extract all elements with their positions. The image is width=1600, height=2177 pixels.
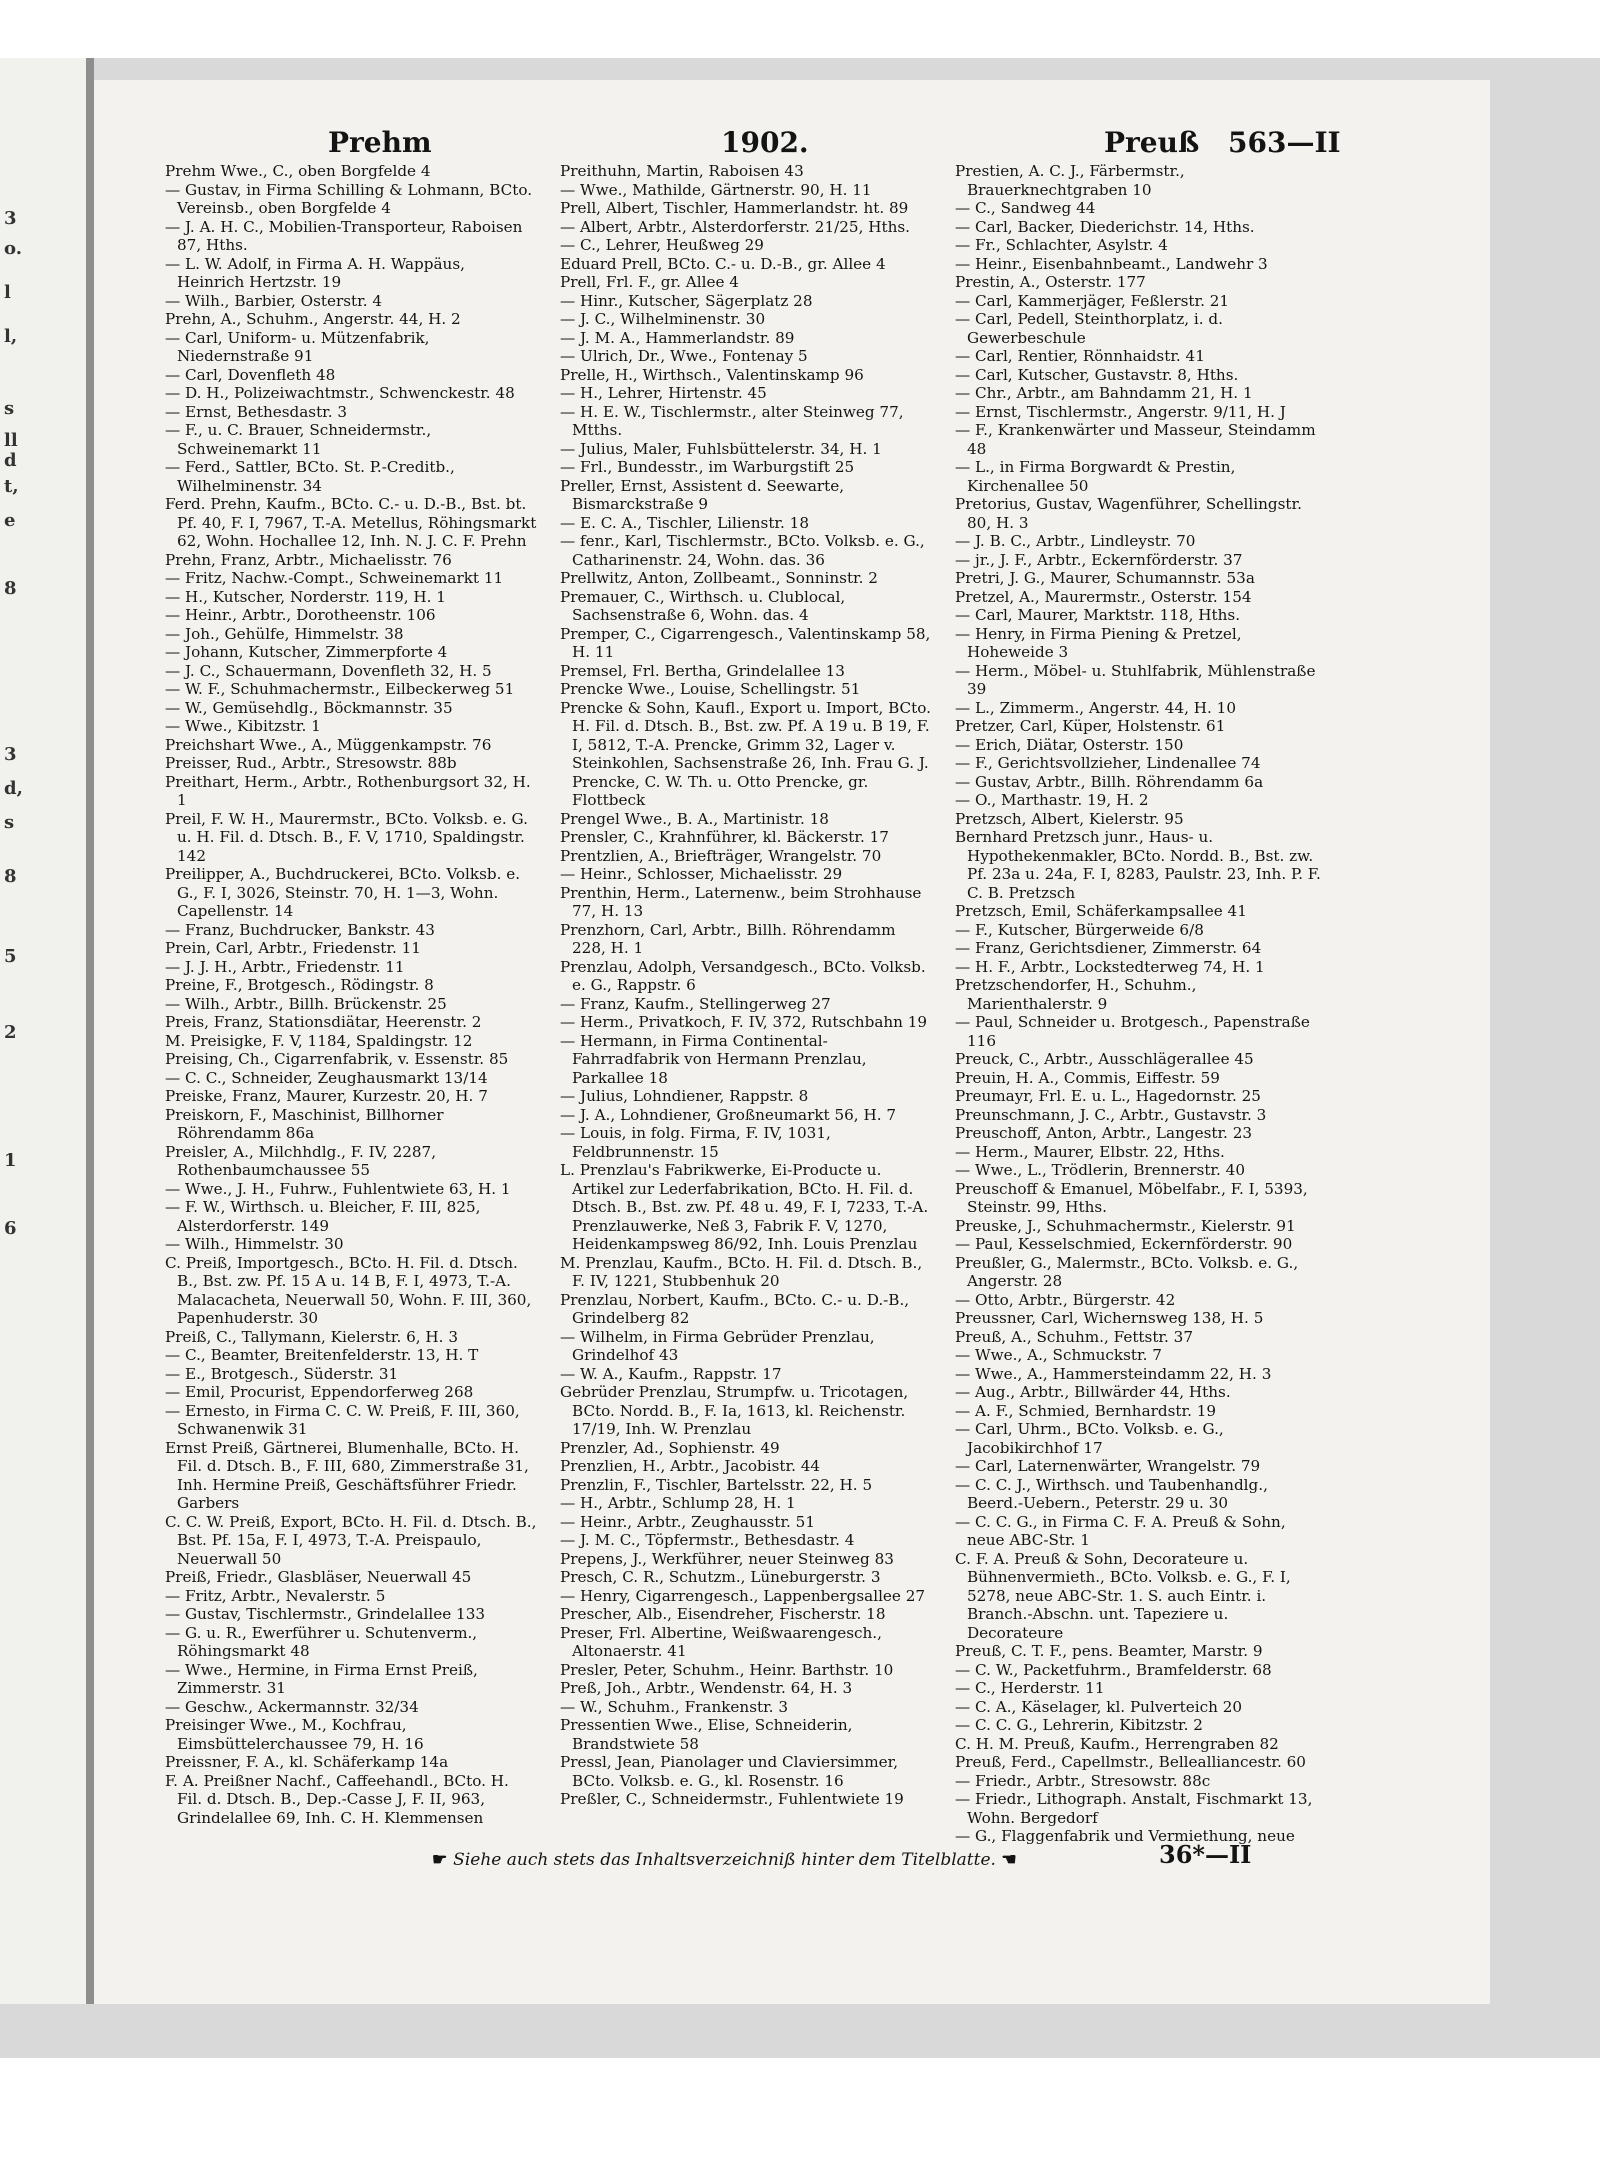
directory-entry: Preis, Franz, Stationsdiätar, Heerenstr. 2 bbox=[165, 1013, 482, 1031]
directory-entry: — Henry, in Firma Piening & Pretzel, Hoheweide 3 bbox=[955, 624, 1242, 661]
directory-entry: — Gustav, Arbtr., Billh. Röhrendamm 6a bbox=[955, 772, 1264, 791]
directory-entry: Prell, Albert, Tischler, Hammerlandstr. ht. 89 bbox=[560, 199, 909, 217]
directory-entry: — Friedr., Arbtr., Stresowstr. 88c bbox=[955, 1771, 1211, 1790]
directory-entry: Preiske, Franz, Maurer, Kurzestr. 20, H. 7 bbox=[165, 1087, 488, 1105]
directory-entry: Prein, Carl, Arbtr., Friedenstr. 11 bbox=[165, 939, 421, 957]
directory-entry: Pressentien Wwe., Elise, Schneiderin, Brandstwiete 58 bbox=[560, 1716, 853, 1753]
adjacent-page-fragment: 8 bbox=[4, 866, 17, 887]
directory-entry: — C., Beamter, Breitenfelderstr. 13, H. T bbox=[165, 1346, 479, 1364]
directory-entry: Preisler, A., Milchhdlg., F. IV, 2287, Rothenbaumchaussee 55 bbox=[165, 1142, 437, 1179]
directory-entry: Prehn, A., Schuhm., Angerstr. 44, H. 2 bbox=[165, 310, 461, 328]
directory-entry: Premsel, Frl. Bertha, Grindelallee 13 bbox=[560, 661, 845, 680]
directory-entry: — Ernst, Bethesdastr. 3 bbox=[165, 402, 348, 421]
directory-entry: — Friedr., Lithograph. Anstalt, Fischmarkt 13, Wohn. Bergedorf bbox=[955, 1790, 1313, 1827]
directory-entry: — C. C. J., Wirthsch. und Taubenhandlg., Beerd.-Uebern., Peterstr. 29 u. 30 bbox=[955, 1475, 1268, 1512]
directory-entry: — Carl, Rentier, Rönnhaidstr. 41 bbox=[955, 347, 1205, 365]
directory-entry: — Wwe., Kibitzstr. 1 bbox=[165, 717, 321, 735]
directory-entry: Prelle, H., Wirthsch., Valentinskamp 96 bbox=[560, 365, 864, 384]
directory-entry: — Carl, Backer, Diederichstr. 14, Hths. bbox=[955, 217, 1255, 236]
directory-entry: Preunschmann, J. C., Arbtr., Gustavstr. 3 bbox=[955, 1105, 1267, 1124]
directory-entry: — J. M. C., Töpfermstr., Bethesdastr. 4 bbox=[560, 1531, 855, 1549]
page-gutter bbox=[86, 58, 94, 2004]
directory-entry: — Ulrich, Dr., Wwe., Fontenay 5 bbox=[560, 347, 808, 365]
directory-entry: — H., Lehrer, Hirtenstr. 45 bbox=[560, 384, 767, 402]
directory-entry: — F. W., Wirthsch. u. Bleicher, F. III, 825, Alsterdorferstr. 149 bbox=[165, 1198, 481, 1235]
directory-entry: — C., Lehrer, Heußweg 29 bbox=[560, 236, 764, 254]
directory-entry: Preussner, Carl, Wichernsweg 138, H. 5 bbox=[955, 1309, 1264, 1327]
directory-entry: — L., in Firma Borgwardt & Prestin, Kirchenallee 50 bbox=[955, 458, 1236, 495]
directory-entry: Premauer, C., Wirthsch. u. Clublocal, Sachsenstraße 6, Wohn. das. 4 bbox=[560, 587, 846, 624]
directory-entry: Preller, Ernst, Assistent d. Seewarte, Bismarckstraße 9 bbox=[560, 476, 845, 513]
directory-entry: — Herm., Möbel- u. Stuhlfabrik, Mühlenstraße 39 bbox=[955, 661, 1316, 698]
directory-entry: — Emil, Procurist, Eppendorferweg 268 bbox=[165, 1383, 474, 1401]
directory-entry: Preuck, C., Arbtr., Ausschlägerallee 45 bbox=[955, 1050, 1254, 1068]
directory-entry: M. Preisigke, F. V, 1184, Spaldingstr. 12 bbox=[165, 1031, 473, 1050]
directory-entry: — E., Brotgesch., Süderstr. 31 bbox=[165, 1364, 399, 1383]
directory-entry: — Albert, Arbtr., Alsterdorferstr. 21/25, Hths. bbox=[560, 217, 910, 236]
directory-entry: — Henry, Cigarrengesch., Lappenbergsallee 27 bbox=[560, 1586, 926, 1605]
directory-entry: — Franz, Gerichtsdiener, Zimmerstr. 64 bbox=[955, 939, 1262, 957]
adjacent-page-fragment: 8 bbox=[4, 578, 17, 599]
directory-entry: — J. C., Wilhelminenstr. 30 bbox=[560, 310, 766, 328]
directory-entry: — F., Kutscher, Bürgerweide 6/8 bbox=[955, 920, 1204, 939]
directory-entry: — W., Schuhm., Frankenstr. 3 bbox=[560, 1697, 789, 1716]
directory-entry: — F., u. C. Brauer, Schneidermstr., Schweinemarkt 11 bbox=[165, 421, 432, 458]
directory-entry: — Gustav, in Firma Schilling & Lohmann, BCto. Vereinsb., oben Borgfelde 4 bbox=[165, 180, 533, 217]
adjacent-page-fragment: s bbox=[4, 398, 15, 419]
directory-entry: — J. A. H. C., Mobilien-Transporteur, Raboisen 87, Hths. bbox=[165, 217, 523, 254]
pointing-hand-left-icon: ☛ bbox=[432, 1850, 454, 1870]
directory-entry: C. C. W. Preiß, Export, BCto. H. Fil. d. Dtsch. B., Bst. Pf. 15a, F. I, 4973, T.-A. Preispaulo, Neuerwall 50 bbox=[165, 1512, 537, 1568]
directory-entry: — Wwe., Mathilde, Gärtnerstr. 90, H. 11 bbox=[560, 180, 872, 199]
directory-entry: Prengel Wwe., B. A., Martinistr. 18 bbox=[560, 809, 829, 828]
directory-entry: — Carl, Dovenfleth 48 bbox=[165, 365, 336, 384]
directory-entry: — Ernesto, in Firma C. C. W. Preiß, F. III, 360, Schwanenwik 31 bbox=[165, 1401, 520, 1438]
adjacent-page-fragment: 3 bbox=[4, 208, 17, 229]
directory-entry: Eduard Prell, BCto. C.- u. D.-B., gr. Allee 4 bbox=[560, 254, 886, 273]
directory-entry: Preisser, Rud., Arbtr., Stresowstr. 88b bbox=[165, 754, 457, 772]
directory-entry: Gebrüder Prenzlau, Strumpfw. u. Tricotagen, BCto. Nordd. B., F. Ia, 1613, kl. Reichenstr. 17/19, Inh. W. Prenzlau bbox=[560, 1383, 909, 1438]
adjacent-page-fragment: 3 bbox=[4, 744, 17, 765]
directory-entry: — Wilh., Himmelstr. 30 bbox=[165, 1235, 344, 1253]
adjacent-page-fragment: o. bbox=[4, 238, 22, 259]
directory-entry: Preser, Frl. Albertine, Weißwaarengesch., Altonaerstr. 41 bbox=[560, 1623, 882, 1660]
directory-entry: — H., Kutscher, Norderstr. 119, H. 1 bbox=[165, 587, 446, 606]
directory-entry: Prellwitz, Anton, Zollbeamt., Sonninstr. 2 bbox=[560, 569, 878, 587]
directory-entry: Prenzlien, H., Arbtr., Jacobistr. 44 bbox=[560, 1457, 821, 1475]
directory-entry: — Herm., Privatkoch, F. IV, 372, Rutschbahn 19 bbox=[560, 1013, 928, 1031]
directory-entry: — C. C. G., in Firma C. F. A. Preuß & Sohn, neue ABC-Str. 1 bbox=[955, 1512, 1286, 1549]
directory-entry: Preithart, Herm., Arbtr., Rothenburgsort 32, H. 1 bbox=[165, 772, 531, 809]
adjacent-page-edge bbox=[0, 58, 86, 2004]
directory-entry: — F., Gerichtsvollzieher, Lindenallee 74 bbox=[955, 754, 1261, 772]
directory-entry: Prestin, A., Osterstr. 177 bbox=[955, 273, 1146, 291]
directory-entry: — L., Zimmerm., Angerstr. 44, H. 10 bbox=[955, 698, 1236, 717]
directory-entry: C. H. M. Preuß, Kaufm., Herrengraben 82 bbox=[955, 1734, 1279, 1753]
directory-entry: Preiskorn, F., Maschinist, Billhorner Röhrendamm 86a bbox=[165, 1105, 444, 1142]
directory-entry: — Joh., Gehülfe, Himmelstr. 38 bbox=[165, 624, 404, 643]
directory-entry: Pretzer, Carl, Küper, Holstenstr. 61 bbox=[955, 717, 1226, 735]
directory-entry: Prestien, A. C. J., Färbermstr., Brauerknechtgraben 10 bbox=[955, 162, 1185, 199]
directory-entry: Ferd. Prehn, Kaufm., BCto. C.- u. D.-B., Bst. bt. Pf. 40, F. I, 7967, T.-A. Metellus, Röhingsmarkt 62, Wohn. Hochallee 12, Inh. N. J. C. F. Prehn bbox=[165, 495, 537, 550]
directory-entry: — Heinr., Arbtr., Zeughausstr. 51 bbox=[560, 1512, 816, 1531]
column-3 bbox=[955, 162, 1327, 1847]
directory-entry: Pretzsch, Emil, Schäferkampsallee 41 bbox=[955, 902, 1247, 920]
directory-entry: — J. B. C., Arbtr., Lindleystr. 70 bbox=[955, 532, 1196, 550]
adjacent-page-fragment: t, bbox=[4, 476, 19, 497]
directory-entry: Prenthin, Herm., Laternenw., beim Strohhause 77, H. 13 bbox=[560, 883, 922, 920]
directory-entry: — J. M. A., Hammerlandstr. 89 bbox=[560, 328, 795, 347]
directory-entry: — Otto, Arbtr., Bürgerstr. 42 bbox=[955, 1290, 1176, 1309]
directory-entry: — Ernst, Tischlermstr., Angerstr. 9/11, H. J bbox=[955, 402, 1286, 421]
directory-entry: — H. E. W., Tischlermstr., alter Steinweg 77, Mtths. bbox=[560, 402, 904, 439]
directory-entry: — Carl, Kammerjäger, Feßlerstr. 21 bbox=[955, 291, 1230, 310]
directory-entry: Preichshart Wwe., A., Müggenkampstr. 76 bbox=[165, 735, 492, 754]
directory-entry: L. Prenzlau's Fabrikwerke, Ei-Producte u. Artikel zur Lederfabrikation, BCto. H. Fil. d. Dtsch. B., Bst. zw. Pf. 48 u. 49, F. I, 7233, T.-A. Prenzlauwerke, Neß 3, Fabrik F. V, 1270, Heidenkampsweg 86/92, Inh. Louis Prenzlau bbox=[560, 1161, 929, 1253]
adjacent-page-fragment: l bbox=[4, 282, 11, 303]
directory-entry: — Wwe., L., Trödlerin, Brennerstr. 40 bbox=[955, 1161, 1246, 1179]
column-2 bbox=[560, 162, 932, 1847]
directory-entry: Pressl, Jean, Pianolager und Claviersimmer, BCto. Volksb. e. G., kl. Rosenstr. 16 bbox=[560, 1753, 899, 1790]
directory-entry: — Franz, Kaufm., Stellingerweg 27 bbox=[560, 994, 831, 1013]
directory-entry: Prensler, C., Krahnführer, kl. Bäckerstr. 17 bbox=[560, 828, 889, 846]
directory-entry: — A. F., Schmied, Bernhardstr. 19 bbox=[955, 1401, 1217, 1420]
directory-entry: Presler, Peter, Schuhm., Heinr. Barthstr. 10 bbox=[560, 1660, 894, 1679]
directory-entry: C. F. A. Preuß & Sohn, Decorateure u. Bühnenvermieth., BCto. Volksb. e. G., F. I, 5278, neue ABC-Str. 1. S. auch Eintr. i. Branch.-Abschn. unt. Tapeziere u. Decorateure bbox=[955, 1549, 1291, 1642]
directory-entry: — Wwe., J. H., Fuhrw., Fuhlentwiete 63, H. 1 bbox=[165, 1179, 511, 1198]
adjacent-page-fragment: 6 bbox=[4, 1218, 17, 1239]
directory-entry: C. Preiß, Importgesch., BCto. H. Fil. d. Dtsch. B., Bst. zw. Pf. 15 A u. 14 B, F. I, 4973, T.-A. Malacacheta, Neuerwall 50, Wohn. F. III, 360, Papenhuderstr. 30 bbox=[165, 1253, 532, 1327]
directory-entry: Preiß, C., Tallymann, Kielerstr. 6, H. 3 bbox=[165, 1327, 458, 1346]
directory-entry: — Wilh., Barbier, Osterstr. 4 bbox=[165, 291, 383, 310]
directory-entry: — Heinr., Arbtr., Dorotheenstr. 106 bbox=[165, 606, 436, 624]
adjacent-page-fragment: ll bbox=[4, 430, 18, 451]
directory-entry: — J. J. H., Arbtr., Friedenstr. 11 bbox=[165, 957, 405, 976]
directory-entry: — C., Sandweg 44 bbox=[955, 199, 1096, 217]
directory-entry: — Hermann, in Firma Continental-Fahrradfabrik von Hermann Prenzlau, Parkallee 18 bbox=[560, 1031, 867, 1087]
directory-entry: — Carl, Laternenwärter, Wrangelstr. 79 bbox=[955, 1457, 1261, 1475]
directory-entry: — F., Krankenwärter und Masseur, Steindamm 48 bbox=[955, 421, 1316, 458]
directory-entry: Prencke & Sohn, Kaufl., Export u. Import, BCto. H. Fil. d. Dtsch. B., Bst. zw. Pf. A 19 u. B 19, F. I, 5812, T.-A. Prencke, Grimm 32, Lager v. Steinkohlen, Sachsenstraße 26, Inh. Frau G. J. Prencke, C. W. Th. u. Otto Prencke, gr. Flottbeck bbox=[560, 698, 931, 809]
directory-entry: Pretorius, Gustav, Wagenführer, Schellingstr. 80, H. 3 bbox=[955, 495, 1302, 532]
directory-entry: — H., Arbtr., Schlump 28, H. 1 bbox=[560, 1494, 796, 1512]
directory-entry: — Gustav, Tischlermstr., Grindelallee 133 bbox=[165, 1605, 486, 1623]
directory-entry: — Wwe., A., Hammersteindamm 22, H. 3 bbox=[955, 1364, 1272, 1383]
directory-entry: — L. W. Adolf, in Firma A. H. Wappäus, Heinrich Hertzstr. 19 bbox=[165, 254, 465, 291]
directory-entry: — Carl, Maurer, Marktstr. 118, Hths. bbox=[955, 606, 1241, 624]
directory-entry: — Erich, Diätar, Osterstr. 150 bbox=[955, 735, 1184, 754]
directory-entry: — Louis, in folg. Firma, F. IV, 1031, Feldbrunnenstr. 15 bbox=[560, 1124, 831, 1161]
directory-entry: — Carl, Uhrm., BCto. Volksb. e. G., Jacobikirchhof 17 bbox=[955, 1420, 1224, 1457]
directory-entry: Pretzschendorfer, H., Schuhm., Marienthalerstr. 9 bbox=[955, 976, 1197, 1013]
directory-entry: Prehm Wwe., C., oben Borgfelde 4 bbox=[165, 162, 431, 180]
directory-entry: Bernhard Pretzsch junr., Haus- u. Hypothekenmakler, BCto. Nordd. B., Bst. zw. Pf. 23a u. 24a, F. I, 8283, Paulstr. 23, Inh. P. F. C. B. Pretzsch bbox=[955, 828, 1321, 902]
directory-entry: Preuß, A., Schuhm., Fettstr. 37 bbox=[955, 1327, 1194, 1346]
column-1 bbox=[165, 162, 537, 1847]
adjacent-page-fragment: 2 bbox=[4, 1022, 17, 1043]
directory-entry: Preil, F. W. H., Maurermstr., BCto. Volksb. e. G. u. H. Fil. d. Dtsch. B., F. V, 1710, Spaldingstr. 142 bbox=[165, 809, 528, 865]
directory-entry: Prescher, Alb., Eisendreher, Fischerstr. 18 bbox=[560, 1605, 886, 1623]
footer-text: Siehe auch stets das Inhaltsverzeichniß hinter dem Titelblatte. bbox=[453, 1850, 996, 1870]
directory-entry: Preising, Ch., Cigarrenfabrik, v. Essenstr. 85 bbox=[165, 1050, 509, 1068]
header-year: 1902. bbox=[721, 126, 809, 159]
directory-entry: — Carl, Kutscher, Gustavstr. 8, Hths. bbox=[955, 365, 1239, 384]
directory-entry: Ernst Preiß, Gärtnerei, Blumenhalle, BCto. H. Fil. d. Dtsch. B., F. III, 680, Zimmerstraße 31, Inh. Hermine Preiß, Geschäftsführer Friedr. Garbers bbox=[165, 1438, 529, 1512]
directory-entry: — Julius, Maler, Fuhlsbüttelerstr. 34, H. 1 bbox=[560, 439, 882, 458]
directory-entry: Preuin, H. A., Commis, Eiffestr. 59 bbox=[955, 1068, 1220, 1087]
header-left-catchword: Prehm bbox=[328, 126, 432, 159]
adjacent-page-fragment: s bbox=[4, 812, 15, 833]
directory-entry: — Chr., Arbtr., am Bahndamm 21, H. 1 bbox=[955, 384, 1253, 402]
directory-entry: — Geschw., Ackermannstr. 32/34 bbox=[165, 1697, 419, 1716]
directory-entry: Preissner, F. A., kl. Schäferkamp 14a bbox=[165, 1753, 449, 1771]
directory-entry: Preuß, Ferd., Capellmstr., Bellealliancestr. 60 bbox=[955, 1753, 1306, 1771]
adjacent-page-fragment: 5 bbox=[4, 946, 17, 967]
directory-entry: — Johann, Kutscher, Zimmerpforte 4 bbox=[165, 643, 448, 661]
directory-entry: Preine, F., Brotgesch., Rödingstr. 8 bbox=[165, 976, 434, 994]
adjacent-page-fragment: 1 bbox=[4, 1150, 17, 1171]
directory-entry: Premper, C., Cigarrengesch., Valentinskamp 58, H. 11 bbox=[560, 624, 931, 661]
directory-entry: — fenr., Karl, Tischlermstr., BCto. Volksb. e. G., Catharinenstr. 24, Wohn. das. 36 bbox=[560, 532, 925, 569]
directory-entry: — Wwe., Hermine, in Firma Ernst Preiß, Zimmerstr. 31 bbox=[165, 1660, 478, 1697]
directory-entry: — Heinr., Schlosser, Michaelisstr. 29 bbox=[560, 865, 843, 883]
directory-entry: — Wilhelm, in Firma Gebrüder Prenzlau, Grindelhof 43 bbox=[560, 1327, 875, 1364]
directory-entry: — Carl, Uniform- u. Mützenfabrik, Niedernstraße 91 bbox=[165, 328, 430, 365]
directory-entry: Prepens, J., Werkführer, neuer Steinweg 83 bbox=[560, 1549, 894, 1568]
directory-entry: — Julius, Lohndiener, Rappstr. 8 bbox=[560, 1087, 809, 1105]
directory-entry: Preisinger Wwe., M., Kochfrau, Eimsbüttelerchaussee 79, H. 16 bbox=[165, 1716, 424, 1753]
header-page-number: 563—II bbox=[1228, 126, 1341, 159]
directory-entry: Preßler, C., Schneidermstr., Fuhlentwiete 19 bbox=[560, 1790, 904, 1808]
adjacent-page-fragment: e bbox=[4, 510, 16, 531]
directory-entry: — jr., J. F., Arbtr., Eckernförderstr. 37 bbox=[955, 550, 1243, 569]
directory-entry: — J. A., Lohndiener, Großneumarkt 56, H. 7 bbox=[560, 1105, 897, 1124]
directory-entry: — C., Herderstr. 11 bbox=[955, 1679, 1105, 1697]
directory-entry: — C. C. G., Lehrerin, Kibitzstr. 2 bbox=[955, 1716, 1203, 1734]
directory-entry: — H. F., Arbtr., Lockstedterweg 74, H. 1 bbox=[955, 957, 1265, 976]
directory-entry: — Fritz, Arbtr., Nevalerstr. 5 bbox=[165, 1586, 386, 1605]
directory-entry: — W. F., Schuhmachermstr., Eilbeckerweg 51 bbox=[165, 680, 515, 698]
directory-entry: — J. C., Schauermann, Dovenfleth 32, H. 5 bbox=[165, 661, 492, 680]
directory-entry: — G., Flaggenfabrik und Vermiethung, neue bbox=[955, 1827, 1295, 1845]
directory-entry: Prenzler, Ad., Sophienstr. 49 bbox=[560, 1438, 780, 1457]
directory-entry: Pretzsch, Albert, Kielerstr. 95 bbox=[955, 809, 1184, 828]
directory-entry: — Franz, Buchdrucker, Bankstr. 43 bbox=[165, 920, 435, 939]
directory-entry: — C. C., Schneider, Zeughausmarkt 13/14 bbox=[165, 1068, 488, 1087]
directory-entry: Prentzlien, A., Briefträger, Wrangelstr. 70 bbox=[560, 846, 882, 865]
directory-entry: — C. A., Käselager, kl. Pulverteich 20 bbox=[955, 1697, 1243, 1716]
directory-entry: — Herm., Maurer, Elbstr. 22, Hths. bbox=[955, 1142, 1225, 1161]
directory-entry: Preiß, Friedr., Glasbläser, Neuerwall 45 bbox=[165, 1568, 472, 1586]
directory-entry: Preilipper, A., Buchdruckerei, BCto. Volksb. e. G., F. I, 3026, Steinstr. 70, H. 1—3, Wohn. Capellenstr. 14 bbox=[165, 865, 521, 920]
directory-entry: — Wwe., A., Schmuckstr. 7 bbox=[955, 1346, 1162, 1364]
directory-entry: — W., Gemüsehdlg., Böckmannstr. 35 bbox=[165, 698, 453, 717]
directory-entry: — Paul, Kesselschmied, Eckernförderstr. 90 bbox=[955, 1235, 1293, 1253]
directory-entry: Preithuhn, Martin, Raboisen 43 bbox=[560, 162, 804, 180]
adjacent-page-fragment: d bbox=[4, 450, 17, 471]
directory-entry: Pretzel, A., Maurermstr., Osterstr. 154 bbox=[955, 587, 1252, 606]
directory-entry: Prenzlau, Adolph, Versandgesch., BCto. Volksb. e. G., Rappstr. 6 bbox=[560, 957, 926, 994]
directory-entry: Prenzlau, Norbert, Kaufm., BCto. C.- u. D.-B., Grindelberg 82 bbox=[560, 1290, 910, 1327]
directory-entry: Preuschoff & Emanuel, Möbelfabr., F. I, 5393, Steinstr. 99, Hths. bbox=[955, 1179, 1308, 1216]
directory-entry: — Frl., Bundesstr., im Warburgstift 25 bbox=[560, 458, 855, 476]
directory-entry: — Carl, Pedell, Steinthorplatz, i. d. Gewerbeschule bbox=[955, 310, 1223, 347]
directory-entry: — Fritz, Nachw.-Compt., Schweinemarkt 11 bbox=[165, 569, 504, 587]
directory-entry: — D. H., Polizeiwachtmstr., Schwenckestr. 48 bbox=[165, 384, 515, 402]
directory-entry: Preuske, J., Schuhmachermstr., Kielerstr. 91 bbox=[955, 1216, 1296, 1235]
directory-entry: — Ferd., Sattler, BCto. St. P.-Creditb., Wilhelminenstr. 34 bbox=[165, 458, 455, 495]
directory-entry: — E. C. A., Tischler, Lilienstr. 18 bbox=[560, 513, 809, 532]
directory-entry: Prehn, Franz, Arbtr., Michaelisstr. 76 bbox=[165, 550, 452, 569]
directory-entry: Prell, Frl. F., gr. Allee 4 bbox=[560, 273, 739, 291]
header-right-catchword: Preuß bbox=[1104, 126, 1200, 159]
directory-entry: — Wilh., Arbtr., Billh. Brückenstr. 25 bbox=[165, 994, 447, 1013]
directory-entry: — Aug., Arbtr., Billwärder 44, Hths. bbox=[955, 1383, 1231, 1401]
directory-entry: Preuß, C. T. F., pens. Beamter, Marstr. 9 bbox=[955, 1642, 1263, 1660]
directory-entry: — G. u. R., Ewerführer u. Schutenverm., Röhingsmarkt 48 bbox=[165, 1623, 478, 1660]
directory-entry: — Paul, Schneider u. Brotgesch., Papenstraße 116 bbox=[955, 1013, 1310, 1050]
directory-entry: Presch, C. R., Schutzm., Lüneburgerstr. 3 bbox=[560, 1568, 881, 1586]
pointing-hand-right-icon: ☚ bbox=[1001, 1850, 1017, 1870]
directory-entry: — W. A., Kaufm., Rappstr. 17 bbox=[560, 1364, 782, 1383]
adjacent-page-fragment: d, bbox=[4, 778, 23, 799]
directory-entry: Preuschoff, Anton, Arbtr., Langestr. 23 bbox=[955, 1124, 1253, 1142]
footer-note bbox=[432, 1850, 1017, 1870]
directory-entry: Preß, Joh., Arbtr., Wendenstr. 64, H. 3 bbox=[560, 1679, 853, 1697]
directory-entry: — C. W., Packetfuhrm., Bramfelderstr. 68 bbox=[955, 1660, 1272, 1679]
directory-entry: Pretri, J. G., Maurer, Schumannstr. 53a bbox=[955, 569, 1255, 587]
directory-entry: Preußler, G., Malermstr., BCto. Volksb. e. G., Angerstr. 28 bbox=[955, 1253, 1299, 1290]
signature-mark: 36*—II bbox=[1159, 1840, 1252, 1869]
directory-entry: — O., Marthastr. 19, H. 2 bbox=[955, 791, 1149, 809]
directory-entry: — Hinr., Kutscher, Sägerplatz 28 bbox=[560, 291, 813, 310]
directory-entry: — Fr., Schlachter, Asylstr. 4 bbox=[955, 236, 1168, 254]
directory-entry: Preumayr, Frl. E. u. L., Hagedornstr. 25 bbox=[955, 1087, 1261, 1105]
adjacent-page-fragment: l, bbox=[4, 326, 18, 347]
directory-entry: Prenzhorn, Carl, Arbtr., Billh. Röhrendamm 228, H. 1 bbox=[560, 920, 896, 957]
directory-entry: M. Prenzlau, Kaufm., BCto. H. Fil. d. Dtsch. B., F. IV, 1221, Stubbenhuk 20 bbox=[560, 1253, 923, 1290]
directory-entry: Prenzlin, F., Tischler, Bartelsstr. 22, H. 5 bbox=[560, 1475, 873, 1494]
directory-entry: F. A. Preißner Nachf., Caffeehandl., BCto. H. Fil. d. Dtsch. B., Dep.-Casse J, F. II, 963, Grindelallee 69, Inh. C. H. Klemmensen bbox=[165, 1771, 509, 1827]
directory-entry: — Heinr., Eisenbahnbeamt., Landwehr 3 bbox=[955, 254, 1268, 273]
directory-entry: Prencke Wwe., Louise, Schellingstr. 51 bbox=[560, 680, 861, 698]
